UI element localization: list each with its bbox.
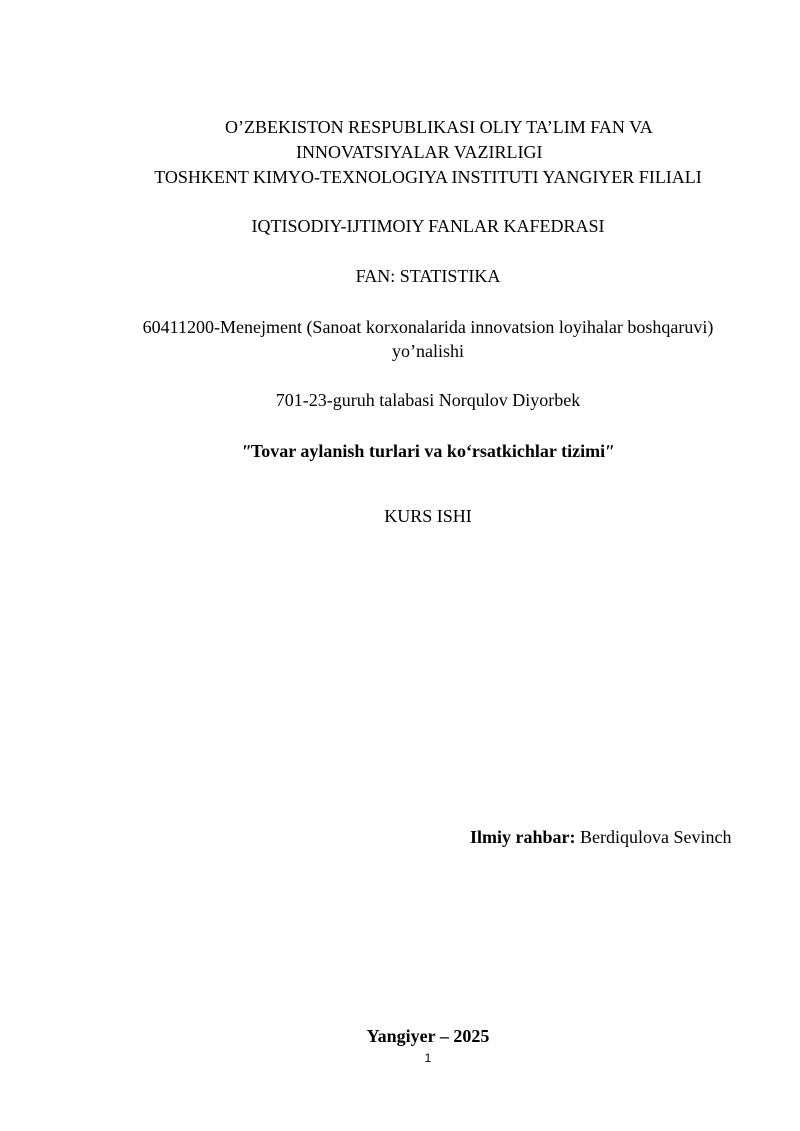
- subject-name: FAN: STATISTIKA: [355, 266, 501, 286]
- page-number: 1: [424, 1051, 432, 1065]
- institute-name: TOSHKENT KIMYO-TEXNOLOGIYA INSTITUTI YANGIYER FILIALI: [154, 167, 702, 187]
- ministry-line-2: INNOVATSIYALAR VAZIRLIGI: [296, 142, 543, 162]
- course-work-topic: ʺTovar aylanish turlari va koʻrsatkichlar tizimiʺ: [241, 441, 615, 461]
- supervisor-name: Berdiqulova Sevinch: [580, 827, 732, 847]
- work-type: KURS ISHI: [384, 506, 472, 526]
- ministry-line-1: O’ZBEKISTON RESPUBLIKASI OLIY TA’LIM FAN VA: [225, 117, 653, 137]
- supervisor-label: Ilmiy rahbar:: [470, 827, 576, 847]
- department-name: IQTISODIY-IJTIMOIY FANLAR KAFEDRASI: [251, 216, 605, 236]
- supervisor: [470, 826, 731, 848]
- place-year: Yangiyer – 2025: [366, 1026, 490, 1046]
- direction-line-2: yo’nalishi: [392, 341, 464, 361]
- direction-line-1: 60411200-Menejment (Sanoat korxonalarida innovatsion loyihalar boshqaruvi): [142, 317, 714, 337]
- student-info: 701-23-guruh talabasi Norqulov Diyorbek: [275, 390, 581, 410]
